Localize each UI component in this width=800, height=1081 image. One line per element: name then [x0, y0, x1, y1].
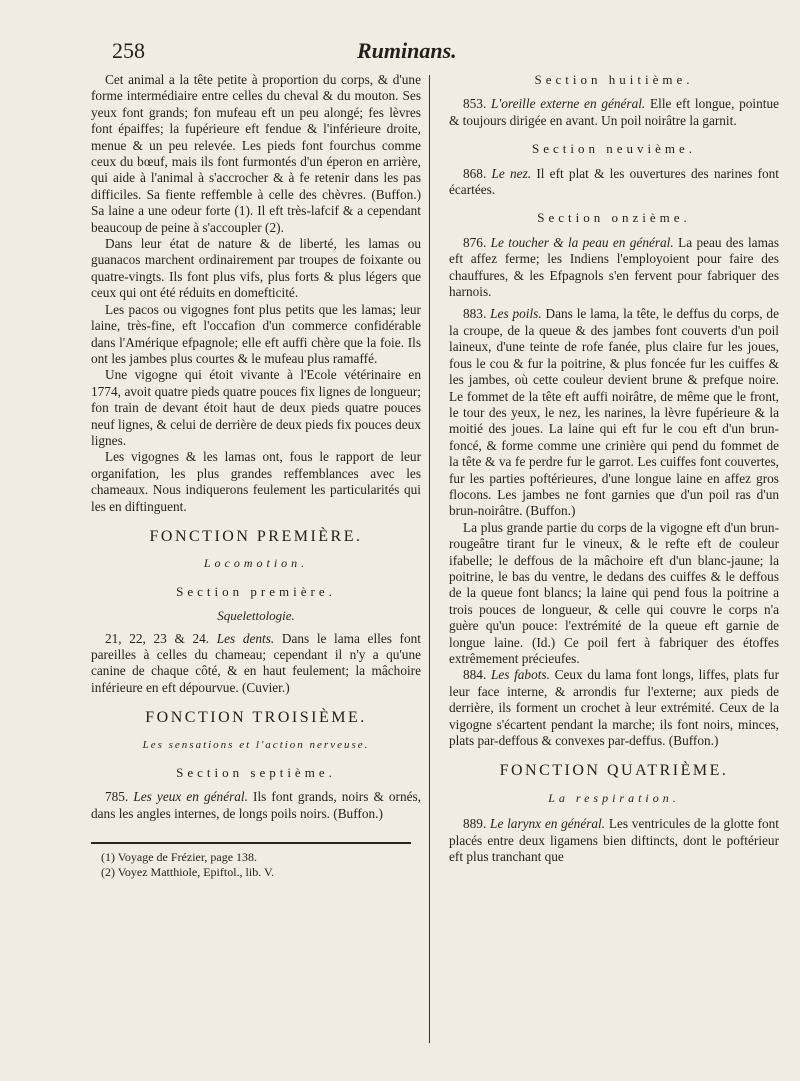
- paragraph: [449, 235, 779, 301]
- article-title: Les poils.: [490, 306, 542, 322]
- article-number: 868.: [463, 165, 487, 181]
- subheading: Les sensations et l'action nerveuse.: [142, 738, 370, 751]
- subheading: La respiration.: [548, 790, 680, 805]
- article-text: Elle eft longue, pointue & toujours dirigée en avant. Un poil noirâtre la garnit.: [449, 96, 780, 128]
- article-title: Les fabots.: [490, 667, 550, 683]
- page-number: 258: [112, 38, 145, 63]
- article-number: 785.: [105, 789, 129, 805]
- right-column: [449, 72, 779, 865]
- article-number: 853.: [463, 96, 487, 112]
- article-number: 21, 22, 23 & 24.: [105, 630, 210, 646]
- paragraph: [449, 166, 779, 199]
- section-heading: Section neuvième.: [531, 141, 697, 157]
- article-title: Le larynx en général.: [490, 816, 606, 832]
- section-heading: Section onzième.: [537, 210, 691, 226]
- column-rule: [429, 75, 430, 1043]
- fonction-heading: FONCTION TROISIÈME.: [145, 709, 367, 727]
- section-heading: Section huitième.: [534, 72, 694, 87]
- fonction-heading: FONCTION QUATRIÈME.: [499, 762, 729, 780]
- article-number: 884.: [463, 667, 487, 683]
- article-text: Ceux du lama font longs, liffes, plats fur leur face interne, & arrondis fur l'externe; aux pieds de derrière, ils forment un crochet à leur extrémité. Ceux de la vigogne s'écartent pendant la marche; ils font noirs, minces, plats par-deffous & convexes par-deffus. (Buffon.): [449, 667, 780, 749]
- article-number: 883.: [463, 306, 487, 322]
- section-heading: Section première.: [176, 583, 336, 599]
- footnote-rule: [91, 842, 411, 844]
- footnote: (1) Voyage de Frézier, page 138.: [101, 850, 258, 865]
- paragraph: Cet animal a la tête petite à proportion du corps, & d'une forme intermédiaire entre celles du cheval & du mouton. Ses yeux font grands; fon mufeau eft un peu alongé; fes lèvres font épaiffes; la fupérieure eft fendue & l'inférieure droite, menue & un peu relevée. Les pieds font fourchus comme ceux du bœuf, mais ils font furmontés d'un éperon en arrière, qui aide à l'animal à s'accrocher & à fe retenir dans les pas difficiles. Sa fiente reffemble à celle des chèvres. (Buffon.) Sa laine a une odeur forte (1). Il eft très-lafcif & a cependant beaucoup de peine à s'accoupler (2).: [91, 72, 421, 235]
- paragraph: Les pacos ou vigognes font plus petits que les lamas; leur laine, très-fine, eft l'occafion d'un commerce confidérable dans l'Amérique efpagnole; elle eft auffi chère que la foie. Ils ont les jambes plus courtes & le mufeau plus ramaffé.: [91, 301, 421, 366]
- paragraph: Une vigogne qui étoit vivante à l'Ecole vétérinaire en 1774, avoit quatre pieds quatre pouces fix lignes de longueur; fon train de devant étoit haut de deux pieds quatre pouces neuf lignes, & celui de derrière de deux pieds fix pouces deux lignes.: [91, 367, 421, 448]
- subheading: Locomotion.: [203, 556, 309, 571]
- article-text: Il eft plat & les ouvertures des narines font écartées.: [449, 165, 779, 198]
- article-title: L'oreille externe en général.: [491, 96, 646, 112]
- article-text: La peau des lamas eft affez ferme; les Indiens l'employoient pour faire des chauffures, & les Efpagnols s'en fervent pour fabriquer des harnois.: [449, 234, 780, 300]
- article-number: 889.: [463, 816, 487, 832]
- paragraph: La plus grande partie du corps de la vigogne eft d'un brun-rougeâtre tirant fur le vineux, & le refte eft de couleur ifabelle; le deffous de la mâchoire eft d'un blanc-jaune; la poitrine, le bas du ventre, le dedans des cuiffes & le deffous de la queue font blancs; la laine qui pend fous la poitrine a trois pouces de longueur, & celle qui couvre le corps n'a guère qu'un pouce: l'extrémité de la queue eft garnie de longue laine. (Id.) Ce poil fert à fabriquer des étoffes extrêmement précieufes.: [449, 519, 779, 666]
- fonction-heading: FONCTION PREMIÈRE.: [149, 527, 363, 545]
- subsection-heading: Squelettologie.: [217, 608, 295, 624]
- paragraph: Dans leur état de nature & de liberté, les lamas ou guanacos marchent ordinairement par troupes de foixante ou quatre-vingts. Ils font plus vifs, plus forts & plus légers que ceux qui ont été réduits en domefticité.: [91, 236, 421, 301]
- paragraph: [449, 816, 779, 865]
- article-title: Le nez.: [491, 165, 532, 181]
- paragraph: [91, 789, 421, 822]
- article-title: Les yeux en général.: [133, 789, 248, 805]
- article-text: Dans le lama elles font pareilles à celles du chameau; cependant il n'y a qu'une canine de chaque côté, & en haut feulement; la mâchoire inférieure en eft dépourvue. (Cuvier.): [91, 630, 421, 695]
- article-text: Les ventricules de la glotte font placés entre deux ligamens bien diftincts, dont le poftérieur eft plus tranchant que: [449, 816, 780, 865]
- paragraph: [91, 631, 421, 697]
- running-head: [112, 38, 672, 68]
- footnote: (2) Voyez Matthiole, Epiftol., lib. V.: [101, 864, 275, 879]
- paragraph: Les vigognes & les lamas ont, fous le rapport de leur organifation, les plus grandes reffemblances avec les chameaux. Nous indiquerons feulement les particularités qui les en diftinguent.: [91, 449, 421, 514]
- article-text: Dans le lama, la tête, le deffus du corps, de la croupe, de la queue & des jambes font couverts d'un poil laineux, d'une teinte de rofe fanée, plus claire fur les joues, fous le cou & fur la poitrine, & plus foncée fur les cuiffes & les jambes, où cette couleur devient brune & prefque noire. Le fommet de la tête eft auffi noirâtre, de même que le front, le tour des yeux, le nez, les narines, la lèvre fupérieure & la moitié des joues. La laine qui eft fur le cou eft d'un brun-foncé, & forme comme une crinière qui pend du fommet de la tête & va fe perdre fur le garrot. Les cuiffes font couvertes, fur les parties poftérieures, d'une longue laine en affez gros flocons. Les jambes ne font garnies que d'un poil ras d'un brun-noirâtre. (Buffon.): [449, 306, 779, 519]
- article-number: 876.: [463, 234, 487, 250]
- paragraph: [449, 667, 779, 749]
- running-title: Ruminans.: [357, 38, 457, 63]
- article-title: Le toucher & la peau en général.: [490, 234, 674, 250]
- paragraph: [449, 306, 779, 519]
- paragraph: [449, 96, 779, 129]
- article-text: Ils font grands, noirs & ornés, dans les angles internes, de longs poils noirs. (Buffon.): [91, 789, 422, 821]
- article-title: Les dents.: [216, 630, 275, 646]
- left-column: [91, 72, 421, 879]
- section-heading: Section septième.: [176, 765, 336, 781]
